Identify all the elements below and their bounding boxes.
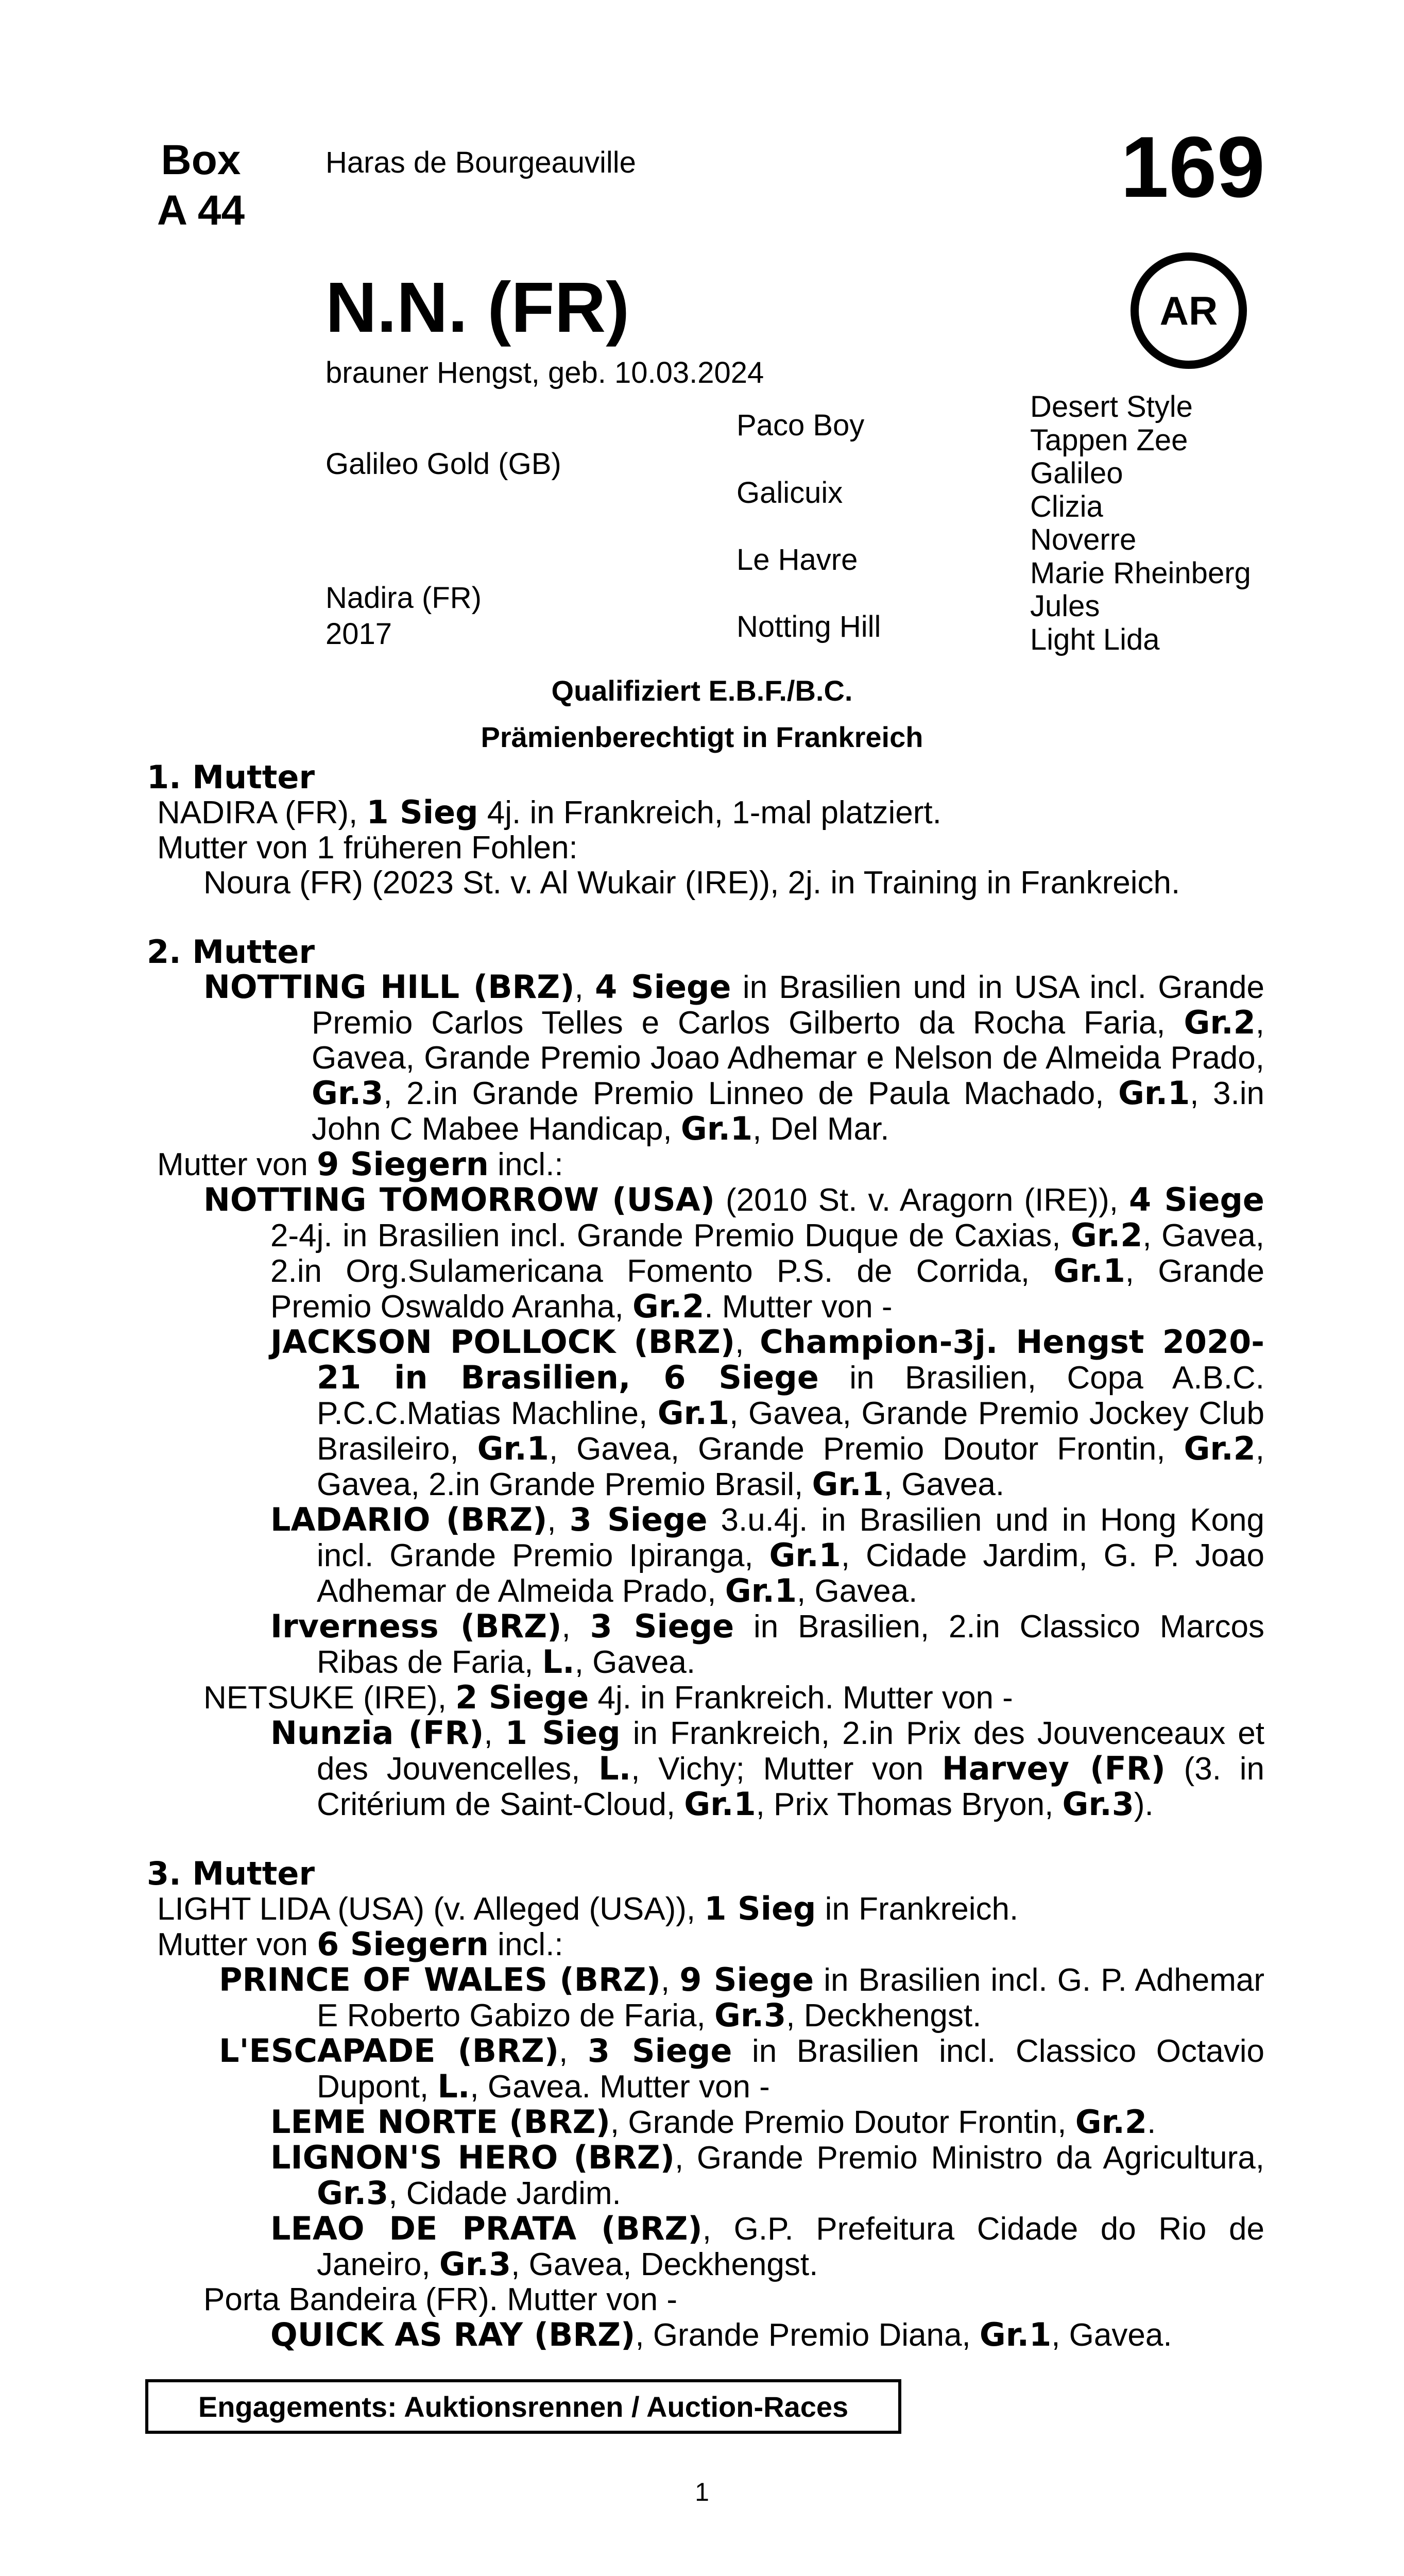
box-word: Box (161, 137, 241, 183)
grandproduce-entry: LADARIO (BRZ), 3 Siege 3.u.4j. in Brasilien und in Hong Kong incl. Grande Premio Ipiranga, Gr.1, Cidade Jardim, G. P. Joao Adhemar de Almeida Prado, Gr.1, Gavea. (270, 1501, 1265, 1609)
pedigree-grandparent: Notting Hill (737, 610, 881, 643)
produce-entry: Noura (FR) (2023 St. v. Al Wukair (IRE)), 2j. in Training in Frankreich. (203, 865, 1180, 901)
breeder-name: Haras de Bourgeauville (326, 146, 636, 179)
produce-intro: Mutter von 1 früheren Fohlen: (157, 830, 578, 866)
pedigree-great-grandparent: Desert Style (1030, 390, 1193, 423)
grandproduce-entry: Nunzia (FR), 1 Sieg in Frankreich, 2.in Prix des Jouvenceaux et des Jouvencelles, L., Vichy; Mutter von Harvey (FR) (3. in Critérium de Saint-Cloud, Gr.1, Prix Thomas Bryon, Gr.3). (270, 1714, 1265, 1823)
first-dam-section (147, 760, 1264, 901)
pedigree-grandparent: Galicuix (737, 476, 843, 510)
pedigree-great-grandparent: Noverre (1030, 523, 1137, 556)
grandproduce-entry: JACKSON POLLOCK (BRZ), Champion-3j. Hengst 2020-21 in Brasilien, 6 Siege in Brasilien, Copa A.B.C. P.C.C.Matias Machline, Gr.1, Gavea, Grande Premio Jockey Club Brasileiro, Gr.1, Gavea, Grande Premio Doutor Frontin, Gr.2, Gavea, 2.in Grande Premio Brasil, Gr.1, Gavea. (270, 1323, 1265, 1503)
pedigree-great-grandparent: Jules (1030, 589, 1100, 623)
third-dam-section (147, 1856, 1264, 2353)
grandproduce-entry: QUICK AS RAY (BRZ), Grande Premio Diana, Gr.1, Gavea. (270, 2316, 1172, 2353)
produce-entry: NOTTING TOMORROW (USA) (2010 St. v. Aragorn (IRE)), 4 Siege 2-4j. in Brasilien incl. Grande Premio Duque de Caxias, Gr.2, Gavea, 2.in Org.Sulamericana Fomento P.S. de Corrida, Gr.1, Grande Premio Oswaldo Aranha, Gr.2. Mutter von - (203, 1181, 1265, 1325)
lot-number: 169 (1120, 118, 1265, 215)
grandproduce-entry: LEME NORTE (BRZ), Grande Premio Doutor Frontin, Gr.2. (270, 2103, 1156, 2141)
pedigree-great-grandparent: Tappen Zee (1030, 423, 1188, 457)
box-number: A 44 (157, 187, 245, 234)
grandproduce-entry: LEAO DE PRATA (BRZ), G.P. Prefeitura Cidade do Rio de Janeiro, Gr.3, Gavea, Deckhengst. (270, 2210, 1264, 2283)
horse-name: N.N. (FR) (326, 268, 630, 347)
dam-family (147, 760, 1264, 2353)
produce-intro: Mutter von 9 Siegern incl.: (157, 1145, 563, 1183)
produce-entry: Porta Bandeira (FR). Mutter von - (203, 2282, 677, 2317)
ar-badge: AR (1131, 252, 1247, 369)
grandproduce-entry: LIGNON'S HERO (BRZ), Grande Premio Ministro da Agricultura, Gr.3, Cidade Jardim. (270, 2139, 1264, 2212)
grandproduce-entry: Irverness (BRZ), 3 Siege in Brasilien, 2.in Classico Marcos Ribas de Faria, L., Gavea. (270, 1607, 1264, 1681)
pedigree-grandparent: Le Havre (737, 543, 858, 577)
section-heading: 3. Mutter (147, 1855, 315, 1892)
produce-entry: L'ESCAPADE (BRZ), 3 Siege in Brasilien incl. Classico Octavio Dupont, L., Gavea. Mutter von - (219, 2032, 1264, 2105)
pedigree-great-grandparent: Clizia (1030, 489, 1103, 523)
premium-line: Prämienberechtigt in Frankreich (481, 721, 923, 753)
pedigree-great-grandparent: Galileo (1030, 456, 1123, 490)
pedigree-sire: Galileo Gold (GB) (326, 447, 561, 481)
dam-entry: NOTTING HILL (BRZ), 4 Siege in Brasilien und in USA incl. Grande Premio Carlos Telles e Carlos Gilberto da Rocha Faria, Gr.2, Gavea, Grande Premio Joao Adhemar e Nelson de Almeida Prado, Gr.3, 2.in Grande Premio Linneo de Paula Machado, Gr.1, 3.in John C Mabee Handicap, Gr.1, Del Mar. (203, 968, 1265, 1147)
pedigree-dam: Nadira (FR) (326, 581, 482, 615)
pedigree-great-grandparent: Marie Rheinberg (1030, 556, 1251, 590)
qualification-line: Qualifiziert E.B.F./B.C. (551, 674, 853, 707)
dam-entry: LIGHT LIDA (USA) (v. Alleged (USA)), 1 Sieg in Frankreich. (157, 1890, 1019, 1927)
dam-entry: NADIRA (FR), 1 Sieg 4j. in Frankreich, 1-mal platziert. (157, 793, 941, 831)
section-heading: 2. Mutter (147, 933, 315, 971)
horse-description: brauner Hengst, geb. 10.03.2024 (326, 356, 764, 389)
produce-intro: Mutter von 6 Siegern incl.: (157, 1925, 563, 1963)
produce-entry: NETSUKE (IRE), 2 Siege 4j. in Frankreich. Mutter von - (203, 1679, 1013, 1716)
pedigree-great-grandparent: Light Lida (1030, 622, 1160, 656)
pedigree-grandparent: Paco Boy (737, 409, 865, 442)
second-dam-section (147, 935, 1264, 1822)
page-number: 1 (695, 2478, 709, 2506)
pedigree-dam-year: 2017 (326, 617, 392, 651)
engagements-box: Engagements: Auktionsrennen / Auction-Races (145, 2379, 901, 2434)
box-label (155, 135, 247, 236)
section-heading: 1. Mutter (147, 758, 315, 796)
produce-entry: PRINCE OF WALES (BRZ), 9 Siege in Brasilien incl. G. P. Adhemar E Roberto Gabizo de Faria, Gr.3, Deckhengst. (219, 1961, 1264, 2034)
pedigree-great-grandparents (1030, 391, 1251, 656)
